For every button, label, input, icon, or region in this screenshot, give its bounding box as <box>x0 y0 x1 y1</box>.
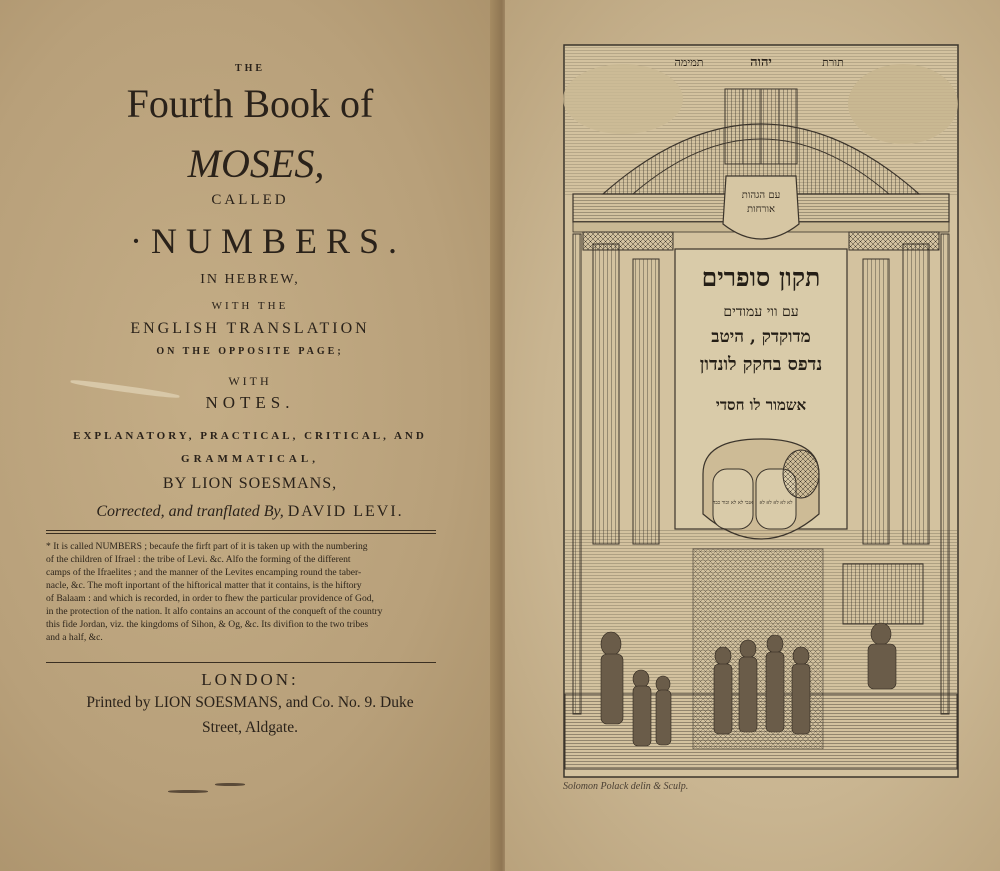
notes: NOTES. <box>205 393 295 412</box>
footnote-line: and a half, &c. <box>46 632 103 643</box>
title-numbers: ·NUMBERS. <box>129 221 407 261</box>
capital-left <box>583 232 673 250</box>
engraver-signature: Solomon Polack delin & Sculp. <box>563 781 689 792</box>
divider-top <box>46 530 436 531</box>
capital-right <box>849 232 939 250</box>
hebrew-line-2: עם ווי עמודים <box>723 304 799 320</box>
tablet-left <box>713 469 753 529</box>
title-called: CALLED <box>211 192 289 208</box>
in-hebrew: IN HEBREW, <box>200 272 300 287</box>
column-left-2 <box>633 259 659 544</box>
imprint-london: LONDON: <box>201 670 299 689</box>
author-line: BY LION SOESMANS, <box>162 475 338 492</box>
divider-top-second <box>46 533 436 534</box>
translator-line <box>20 503 480 521</box>
lion-figure <box>783 450 819 498</box>
footnote-line: camps of the Ifraelites ; and the manner of the Levites encamping round the taber- <box>46 567 362 578</box>
footnote-line: of Balaam : and which is recorded, in order to fhew the particular providence of God, <box>46 593 374 604</box>
translator-prefix: Corrected, and tranflated By, <box>96 503 284 520</box>
paper-tear <box>168 790 208 793</box>
cartouche-line-2: אורחות <box>746 204 776 215</box>
tablet-right-text: לא לא לא לא לא <box>759 500 793 506</box>
hebrew-line-3: מדוקדק , היטב <box>711 327 811 347</box>
imprint-street: Street, Aldgate. <box>202 719 298 736</box>
hebrew-title: תקון סופרים <box>701 263 821 292</box>
hebrew-line-4: נדפס בחקק לונדון <box>699 354 823 375</box>
top-word-left: תמימה <box>674 56 704 69</box>
translator-name: DAVID LEVI. <box>287 503 404 520</box>
footnote-line: of the children of Ifrael : the tribe of Levi. &c. Alfo the forming of the different <box>46 554 351 565</box>
frontispiece-engraving <box>563 44 959 778</box>
column-left-1 <box>593 244 619 544</box>
title-the: THE <box>234 63 266 74</box>
divider-bottom <box>46 662 436 663</box>
footnote-line: in the protection of the nation. It alfo contains an account of the conqueft of the country <box>46 606 383 617</box>
paper-tear <box>215 783 245 786</box>
column-right-2 <box>903 244 929 544</box>
floor-rail <box>565 694 957 769</box>
footnote-line: this fide Jordan, viz. the kingdoms of Sihon, & Og, &c. Its divifion to the two tribes <box>46 619 369 630</box>
title-fourth-book: Fourth Book of <box>126 81 374 126</box>
english-translation: ENGLISH TRANSLATION <box>130 320 370 337</box>
cartouche-line-1: עם הגהות <box>741 190 781 201</box>
with-the: WITH THE <box>211 300 289 312</box>
explanatory-line: EXPLANATORY, PRACTICAL, CRITICAL, AND <box>73 430 427 442</box>
grammatical: GRAMMATICAL, <box>181 453 319 465</box>
title-moses: MOSES, <box>187 141 325 186</box>
footnote <box>46 540 438 644</box>
footnote-line: nacle, &c. The moft inportant of the hiftorical matter that it contains, is the hiftory <box>46 580 362 591</box>
column-right-1 <box>863 259 889 544</box>
top-word-right: תורת <box>822 56 844 69</box>
cloud-left <box>563 64 683 134</box>
imprint-printer: Printed by LION SOESMANS, and Co. No. 9. Duke <box>86 694 414 711</box>
tablet-left-text: אנכי לא לא זכור כבד <box>712 500 754 506</box>
top-word-center: יהוה <box>750 55 772 70</box>
cloud-right <box>848 64 958 144</box>
footnote-line: * It is called NUMBERS ; becaufe the firft part of it is taken up with the numbering <box>46 541 368 552</box>
with: WITH <box>228 374 272 388</box>
hebrew-line-5: אשמור לו חסדי <box>715 396 807 414</box>
ark-curtain <box>843 564 923 624</box>
opposite-page: ON THE OPPOSITE PAGE; <box>156 346 344 357</box>
